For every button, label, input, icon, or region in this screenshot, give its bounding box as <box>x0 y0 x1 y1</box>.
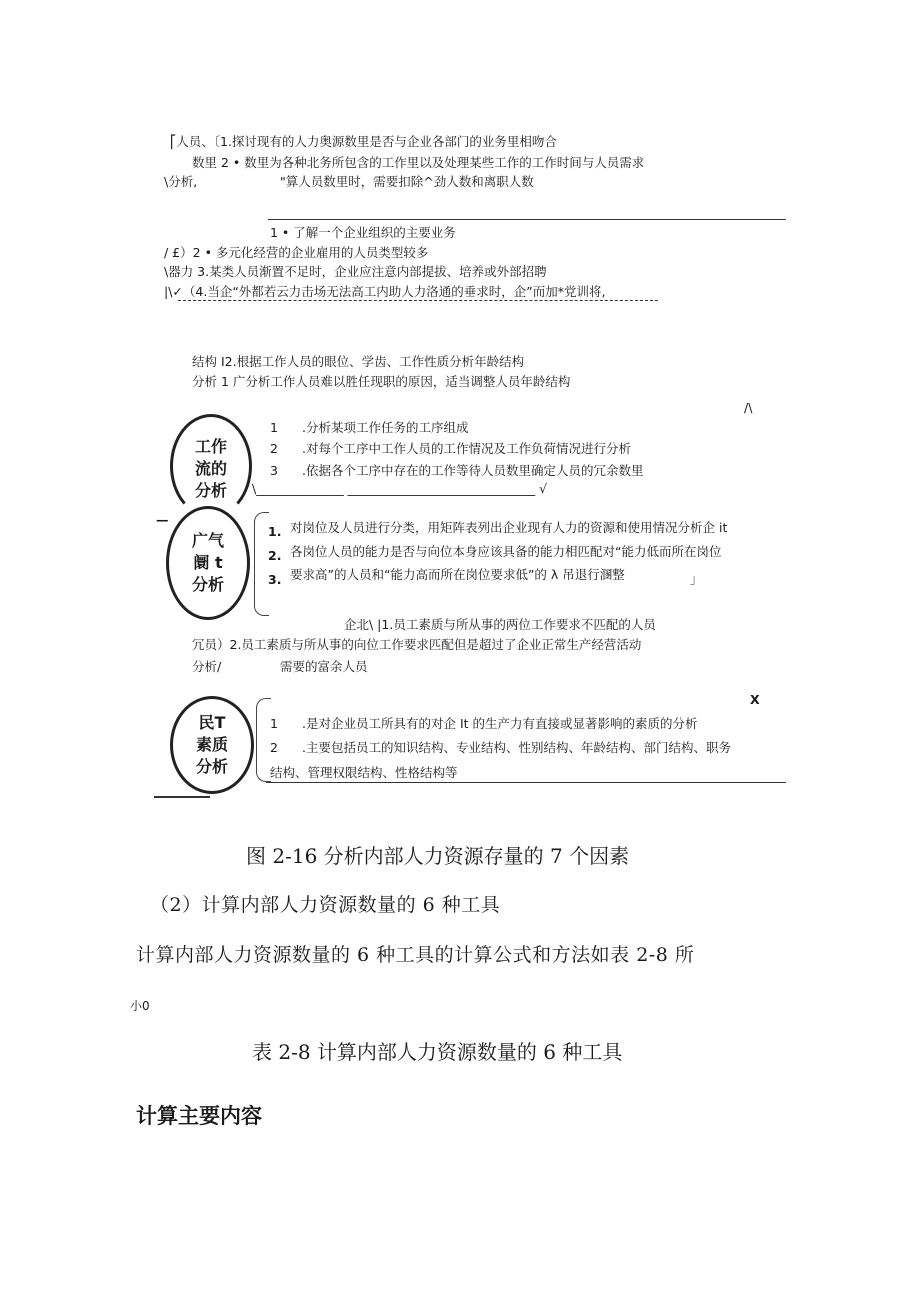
block1-line2: 数里 2 • 数里为各种北务所包含的工作里以及处理某些工作的工作时间与人员需求 <box>192 155 645 170</box>
block3-line2: 分析 1 广分析工作人员难以胜任现职的原因，适当调整人员年龄结构 <box>192 374 571 389</box>
block5-dash: — <box>156 512 169 527</box>
divider <box>266 782 786 783</box>
block6-line2: 冗员）2.员工素质与所从事的向位工作要求匹配但是超过了企业正常生产经营活动 <box>192 637 642 652</box>
block5-num-2: 2. <box>268 548 282 563</box>
bracket <box>256 698 271 782</box>
quality-label: 民T 素质 分析 <box>195 713 228 776</box>
block2-line2: / £）2 • 多元化经营的企业雇用的人员类型较多 <box>164 245 429 260</box>
block5-line-1: 对岗位及人员进行分类，用矩阵表列出企业现有人力的资源和使用情况分析企 it <box>290 520 728 535</box>
item-number: 2 <box>270 740 278 755</box>
block6-line3-label: 分析/ <box>192 659 222 674</box>
block1-line3-label: \分析, <box>164 174 198 189</box>
item-text: .是对企业员工所具有的对企 It 的生产力有直接或显著影响的素质的分析 <box>302 716 698 731</box>
block5-line-2: 各岗位人员的能力是否与向位本身应该具备的能力相匹配对“能力低而所在岗位 <box>290 544 722 559</box>
block5-num-3: 3. <box>268 572 282 587</box>
table-header: 计算主要内容 <box>136 1104 262 1128</box>
paragraph-line1: 计算内部人力资源数量的 6 种工具的计算公式和方法如表 2-8 所 <box>136 944 695 966</box>
block4-item-3 <box>270 463 643 479</box>
item-number: 1 <box>270 716 278 731</box>
item-text: .依据各个工序中存在的工作等待人员数里确定人员的冗余数里 <box>302 463 644 478</box>
block7-continuation: 结构、管理权限结构、性格结构等 <box>270 765 458 780</box>
block7-item-1 <box>270 716 698 732</box>
table-caption: 表 2-8 计算内部人力资源数量的 6 种工具 <box>252 1040 623 1064</box>
baseline-stub <box>154 796 210 798</box>
item-number: 1 <box>270 420 278 435</box>
block6-x-mark: X <box>750 692 760 707</box>
block4-item-1 <box>270 420 468 436</box>
block2-line3: \器力 3.某类人员渐置不足时，企业应注意内部提拔、培养或外部招聘 <box>164 264 547 279</box>
block4-bottom-line: \______________ ______________________________ √ <box>252 481 548 496</box>
block7-item-2 <box>270 740 731 756</box>
paragraph-line2: 小0 <box>130 999 150 1013</box>
item-text: .主要包括员工的知识结构、专业结构、性别结构、年龄结构、部门结构、职务 <box>302 740 731 755</box>
block6-line1: 企北\ |1.员工素质与所从事的两位工作要求不匹配的人员 <box>344 617 656 632</box>
block3-mark: /\ <box>744 400 753 415</box>
workflow-label: 工作 流的 分析 <box>194 437 227 500</box>
block5-end-mark: 」 <box>690 571 703 586</box>
block1-line3-text: "算人员数里时，需要扣除^劲人数和离职人数 <box>280 174 534 189</box>
block2-line4: |\✓（4.当企“外都若云力击场无法高工内助人力洛通的垂求时，企”而加*党训将, <box>164 284 606 299</box>
item-text: .分析某项工作任务的工序组成 <box>302 420 469 435</box>
underline <box>178 300 658 301</box>
position-label: 广气 阛 t 分析 <box>191 531 224 594</box>
bracket <box>254 512 269 616</box>
block5-line-3: 要求高”的人员和“能力高而所在岗位要求低”的 λ 吊退行溷整 <box>290 567 625 582</box>
figure-caption: 图 2-16 分析内部人力资源存量的 7 个因素 <box>246 844 630 868</box>
block1-line1: ⎡人员、〔1.探讨现有的人力奥源数里是否与企业各部门的业务里相吻合 <box>170 134 557 149</box>
block6-line3-text: 需要的富余人员 <box>280 659 368 674</box>
item-number: 2 <box>270 441 278 456</box>
block2-line1: 1 • 了解一个企业组织的主要业务 <box>270 225 456 240</box>
section-heading: （2）计算内部人力资源数量的 6 种工具 <box>150 894 501 916</box>
block3-line1: 结构 I2.根据工作人员的眼位、学齿、工作性质分析年龄结构 <box>192 354 525 369</box>
item-number: 3 <box>270 463 278 478</box>
block5-num-1: 1. <box>268 524 282 539</box>
item-text: .对每个工序中工作人员的工作情况及工作负荷情况进行分析 <box>302 441 631 456</box>
block4-item-2 <box>270 441 631 457</box>
divider <box>268 219 786 220</box>
